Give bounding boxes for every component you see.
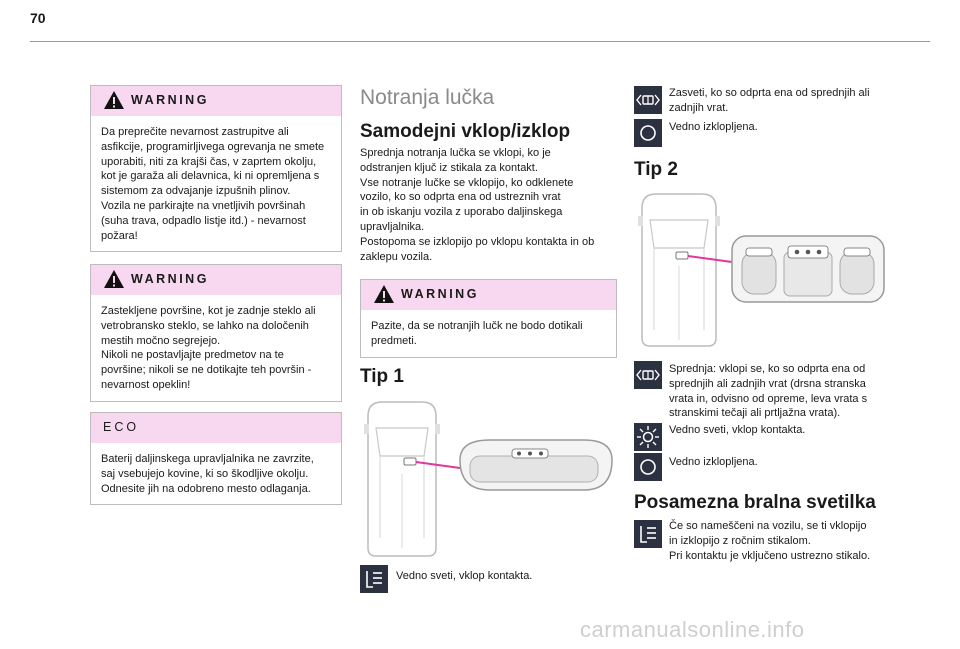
- eco-title: ECO: [103, 420, 140, 434]
- eco-header: [91, 413, 341, 443]
- eco-box: [90, 412, 342, 505]
- warning-triangle-icon: [373, 284, 395, 304]
- page-number: 70: [30, 10, 46, 26]
- reading-light-title: Posamezna bralna svetilka: [634, 492, 876, 513]
- intro-text: Sprednja notranja lučka se vklopi, ko je odstranjen ključ iz stikala za kontakt. Vse notranje lučke se vklopijo, ko odklenete vozilo, ko so odprta ena od ustreznih vrat in ob iskanju vozila z uporabo daljinskega upravljalnika. Postopoma se izklopijo po vklopu kontakta in ob zaklepu vozila.: [360, 147, 595, 263]
- light-on-icon: [634, 423, 662, 451]
- eco-text: Baterij daljinskega upravljalnika ne zavrzite, saj vsebujejo kovine, ki so škodljive okolju. Odnesite jih na odobreno mesto odlaganja.: [101, 453, 314, 495]
- header-rule: [30, 41, 930, 42]
- warning-box-objects: [360, 279, 617, 358]
- tip1-caption: Vedno sveti, vklop kontakta.: [396, 570, 533, 582]
- warning-text: Pazite, da se notranjih lučk ne bodo dotikali predmeti.: [371, 320, 583, 347]
- tip1-item-door: Zasveti, ko so odprta ena od sprednjih ali zadnjih vrat.: [669, 87, 870, 114]
- tip2-item-off: Vedno izklopljena.: [669, 456, 758, 468]
- tip2-van-illustration: [636, 190, 890, 350]
- subsection-title: Samodejni vklop/izklop: [360, 121, 571, 142]
- warning-header: [91, 86, 341, 116]
- warning-triangle-icon: [103, 90, 125, 110]
- warning-header: [91, 265, 341, 295]
- warning-title: WARNING: [131, 272, 209, 286]
- door-light-icon: [634, 86, 662, 114]
- warning-box-hot-glass: [90, 264, 342, 402]
- tip1-item-off: Vedno izklopljena.: [669, 121, 758, 133]
- section-title: Notranja lučka: [360, 86, 495, 109]
- tip2-item-door: Sprednja: vklopi se, ko so odprta ena od sprednjih ali zadnjih vrat (drsna stranska vrata in, odvisno od opreme, leva vrata s stranskimi tečaji ali prtljažna vrata).: [669, 363, 868, 420]
- light-off-icon: [634, 453, 662, 481]
- warning-text: Da preprečite nevarnost zastrupitve ali asfikcije, programirljivega ogrevanja ne smete uporabiti, niti za krajši čas, v zaprtem okolju, kot je garaža ali delavnica, ki ni opremljena s sistemom za odvajanje izpušnih plinov. Vozila ne parkirajte na vnetljivih površinah (suha trava, odpadlo listje itd.) - nevarnost požara!: [101, 126, 325, 242]
- tip1-title: Tip 1: [360, 366, 404, 387]
- warning-box-poisoning: [90, 85, 342, 252]
- light-off-icon: [634, 119, 662, 147]
- reading-light-icon: [360, 565, 388, 593]
- watermark: carmanualsonline.info: [580, 617, 805, 642]
- tip2-item-on: Vedno sveti, vklop kontakta.: [669, 424, 806, 436]
- reading-light-text: Če so nameščeni na vozilu, se ti vklopijo in izklopijo z ročnim stikalom. Pri kontaktu je vključeno ustrezno stikalo.: [669, 520, 871, 562]
- warning-title: WARNING: [401, 287, 479, 301]
- tip2-title: Tip 2: [634, 159, 678, 180]
- tip1-van-illustration: [362, 398, 618, 560]
- warning-triangle-icon: [103, 269, 125, 289]
- warning-text: Zastekljene površine, kot je zadnje steklo ali vetrobransko steklo, se lahko na določenih mestih močno segrejejo. Nikoli ne postavljajte predmetov na te površine; nikoli se ne dotikajte teh površin - nevarnost opeklin!: [101, 305, 316, 391]
- warning-header: [361, 280, 616, 310]
- warning-title: WARNING: [131, 93, 209, 107]
- door-light-icon: [634, 361, 662, 389]
- reading-light-icon: [634, 520, 662, 548]
